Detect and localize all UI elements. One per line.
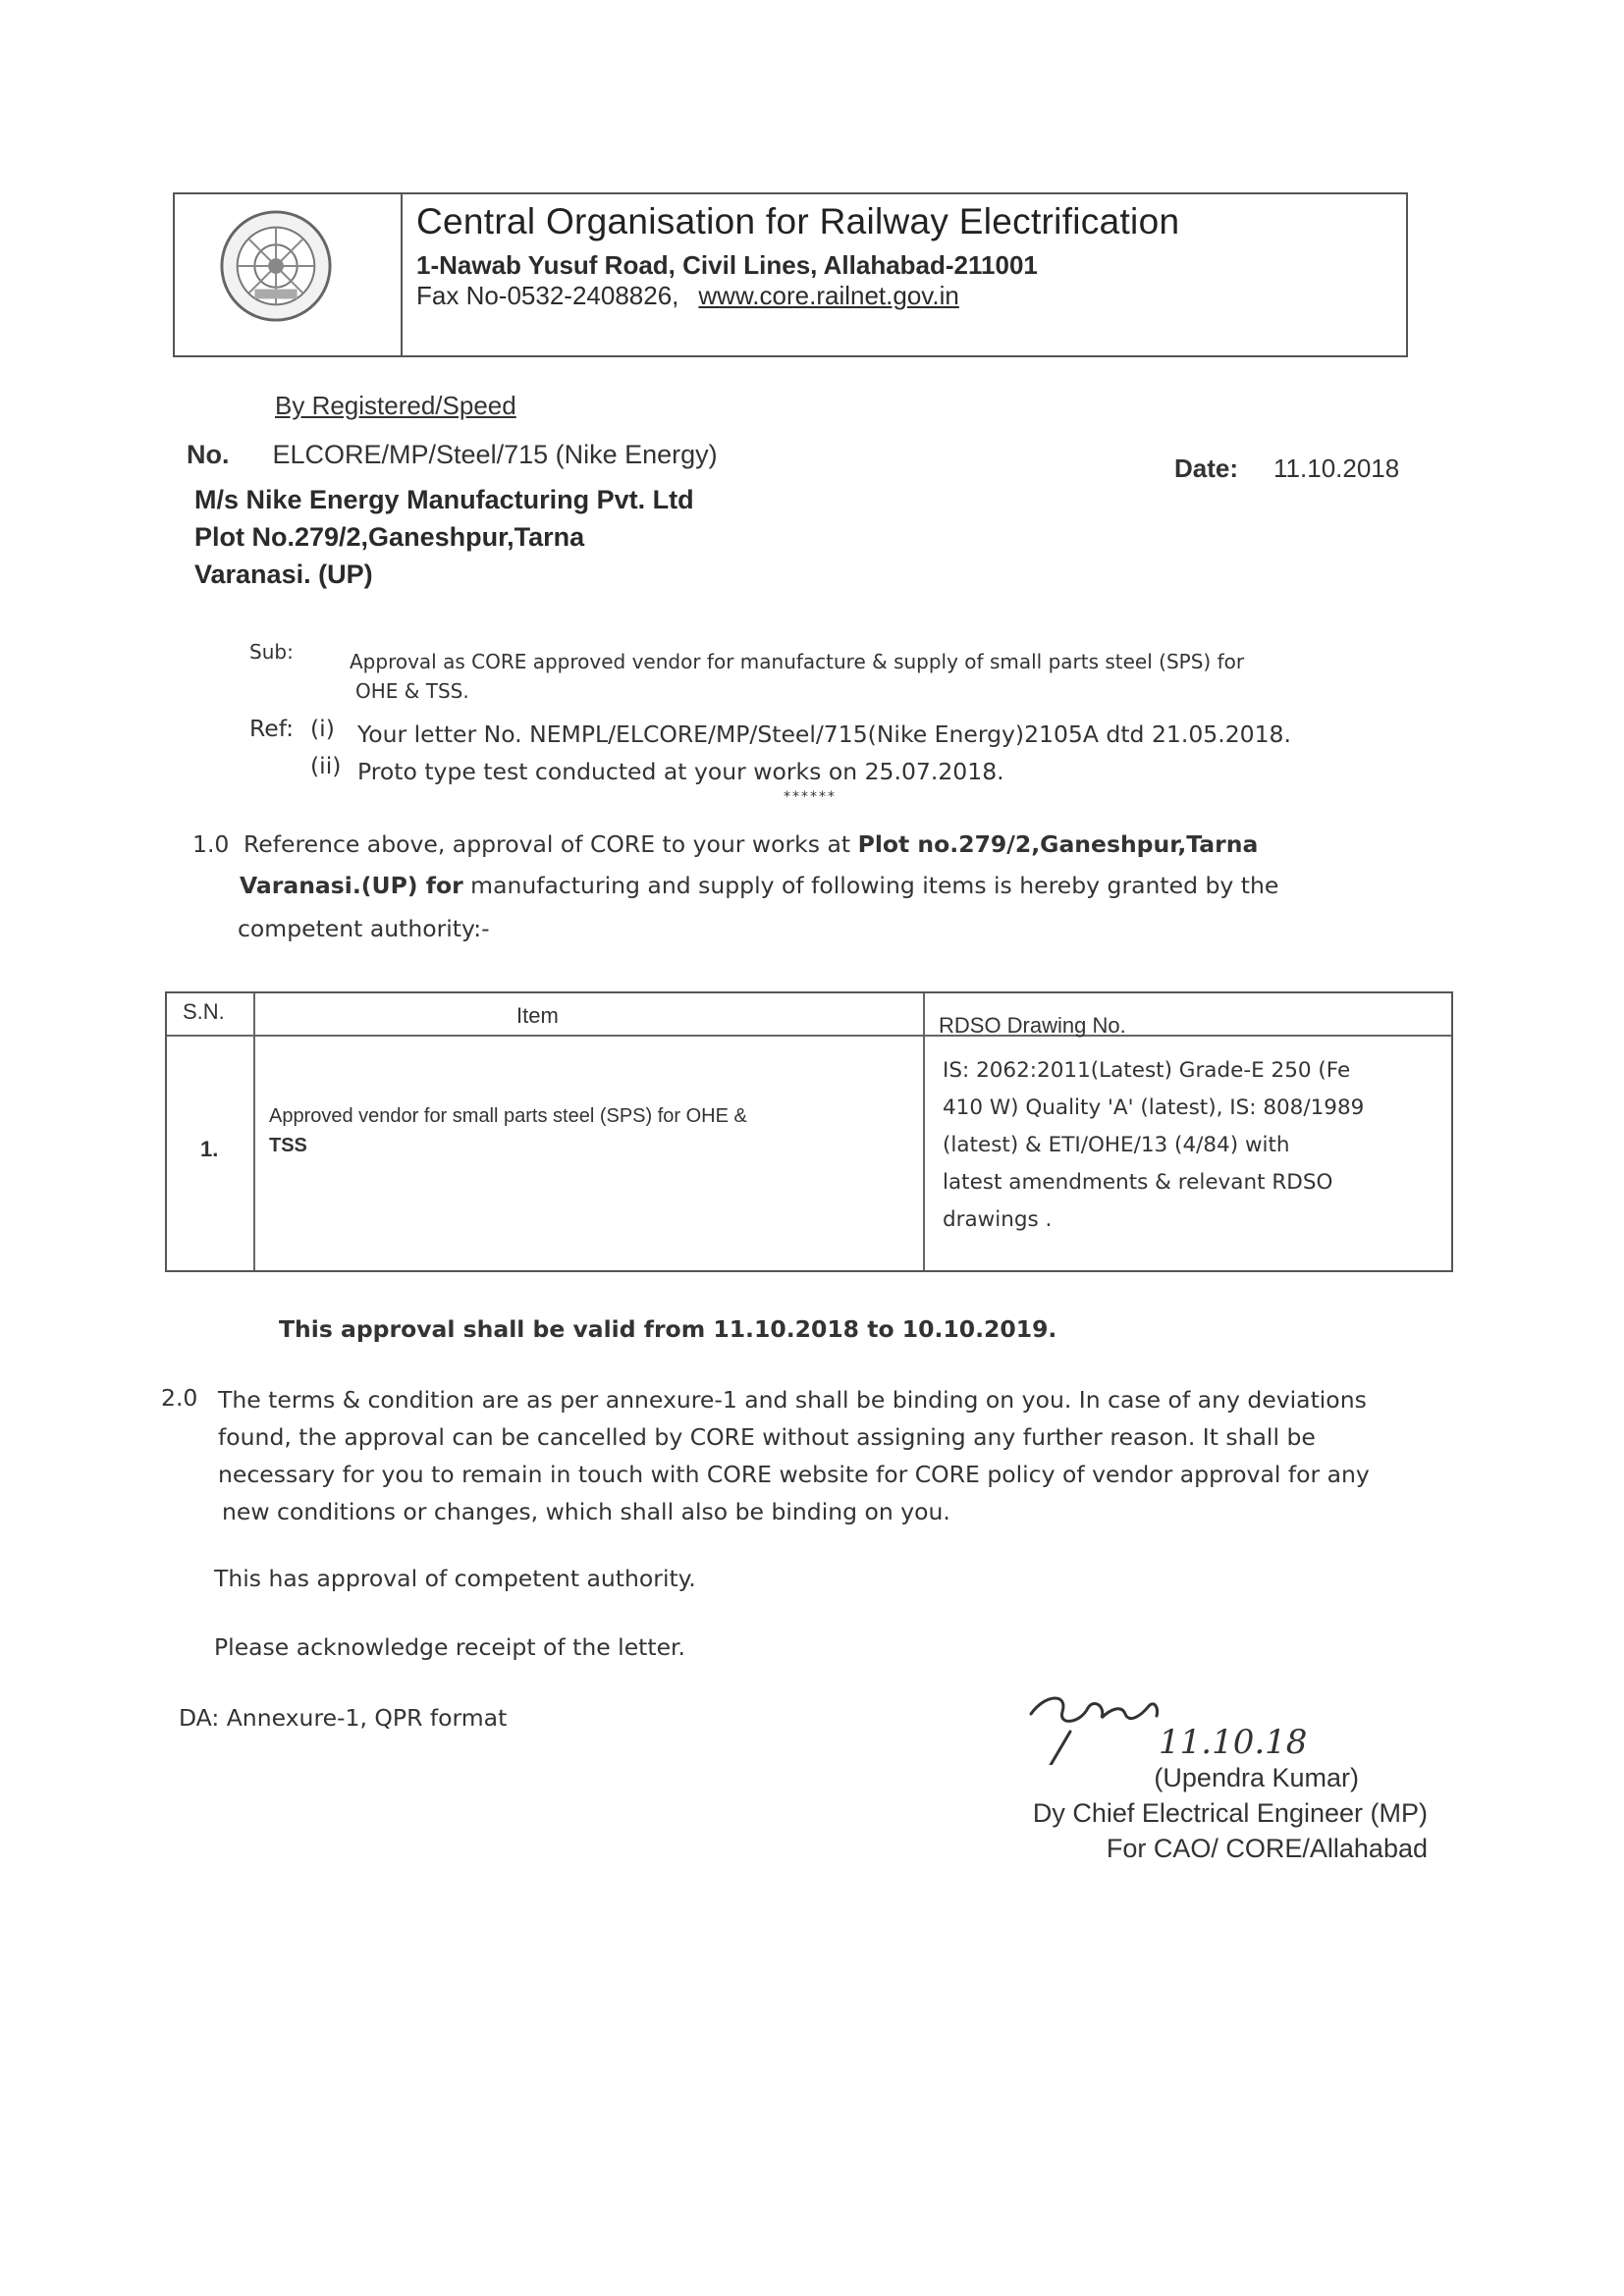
reference-2-number: (ii) [310,752,342,779]
table-header-divider [167,1035,1451,1037]
validity-statement: This approval shall be valid from 11.10.2018 to 10.10.2019. [279,1315,1057,1343]
subject-line-1: Approval as CORE approved vendor for manufacture & supply of small parts steel (SPS) for [350,650,1245,673]
letter-number: ELCORE/MP/Steel/715 (Nike Energy) [272,440,718,469]
para1-number: 1.0 [192,830,230,858]
fax-number: Fax No-0532-2408826, [416,281,679,310]
signatory-designation: Dy Chief Electrical Engineer (MP) [1032,1798,1428,1828]
handwritten-signature [1011,1667,1326,1765]
reference-1-number: (i) [310,715,335,742]
signature-date: 11.10.18 [1159,1723,1308,1762]
reference-2-text: Proto type test conducted at your works on 25.07.2018. [357,758,1004,785]
para2-line-3: necessary for you to remain in touch with CORE website for CORE policy of vendor approval for any [218,1461,1370,1488]
organisation-contact [416,281,959,311]
table-row-item-line-1: Approved vendor for small parts steel (SPS) for OHE & [269,1105,747,1127]
organisation-title: Central Organisation for Railway Electrification [416,201,1180,241]
addressee-line-3: Varanasi. (UP) [194,560,373,589]
para1-works-city: Varanasi.(UP) for [240,872,463,899]
signatory-on-behalf: For CAO/ CORE/Allahabad [1106,1834,1428,1863]
date-label: Date: [1174,454,1239,483]
letter-number-label: No. [187,440,230,469]
para1-works-address: Plot no.279/2,Ganeshpur,Tarna [857,830,1259,858]
para1-line-3: competent authority:- [238,915,490,942]
drawing-line: drawings . [943,1207,1053,1232]
approved-items-table [165,991,1453,1272]
letterhead-divider [401,194,403,355]
subject-line-2: OHE & TSS. [355,679,469,703]
letter-number-line [187,440,718,470]
para2-line-2: found, the approval can be cancelled by CORE without assigning any further reason. It shall be [218,1423,1316,1451]
letter-date-line [1174,454,1399,484]
subject-label: Sub: [249,640,294,664]
para1-line-2 [240,872,1278,899]
section-separator: ****** [784,789,837,805]
para2-line-1: The terms & condition are as per annexure-1 and shall be binding on you. In case of any deviations [218,1386,1367,1414]
railway-emblem-icon [218,208,334,324]
para2-line-4: new conditions or changes, which shall also be binding on you. [222,1498,950,1525]
dispatch-mode: By Registered/Speed [275,391,516,420]
reference-label: Ref: [249,715,295,742]
website-link[interactable]: www.core.railnet.gov.in [698,281,959,310]
reference-1-text: Your letter No. NEMPL/ELCORE/MP/Steel/715(Nike Energy)2105A dtd 21.05.2018. [357,721,1291,748]
table-header-drawing: RDSO Drawing No. [939,1013,1126,1038]
enclosures-note: DA: Annexure-1, QPR format [179,1704,508,1732]
para1-line-1 [244,830,1258,858]
para1-line-2-text: manufacturing and supply of following items is hereby granted by the [462,872,1279,899]
table-row-sn: 1. [200,1137,219,1161]
letter-date: 11.10.2018 [1273,454,1400,483]
signatory-name: (Upendra Kumar) [1154,1763,1359,1792]
drawing-line: (latest) & ETI/OHE/13 (4/84) with [943,1133,1290,1157]
acknowledge-note: Please acknowledge receipt of the letter. [214,1633,686,1661]
drawing-line: latest amendments & relevant RDSO [943,1170,1333,1195]
table-header-item: Item [516,1003,559,1028]
addressee-line-1: M/s Nike Energy Manufacturing Pvt. Ltd [194,485,694,514]
table-row-drawing-cell [943,1052,1364,1239]
organisation-address: 1-Nawab Yusuf Road, Civil Lines, Allahabad-211001 [416,250,1038,280]
para1-line-1-text: Reference above, approval of CORE to your works at [244,830,858,858]
para2-number: 2.0 [161,1384,198,1412]
addressee-line-2: Plot No.279/2,Ganeshpur,Tarna [194,522,585,552]
approval-note: This has approval of competent authority. [214,1565,696,1592]
drawing-line: 410 W) Quality 'A' (latest), IS: 808/1989 [943,1095,1365,1120]
table-header-sn: S.N. [183,999,225,1024]
drawing-line: IS: 2062:2011(Latest) Grade-E 250 (Fe [943,1058,1351,1083]
table-row-item-line-2: TSS [269,1135,307,1156]
